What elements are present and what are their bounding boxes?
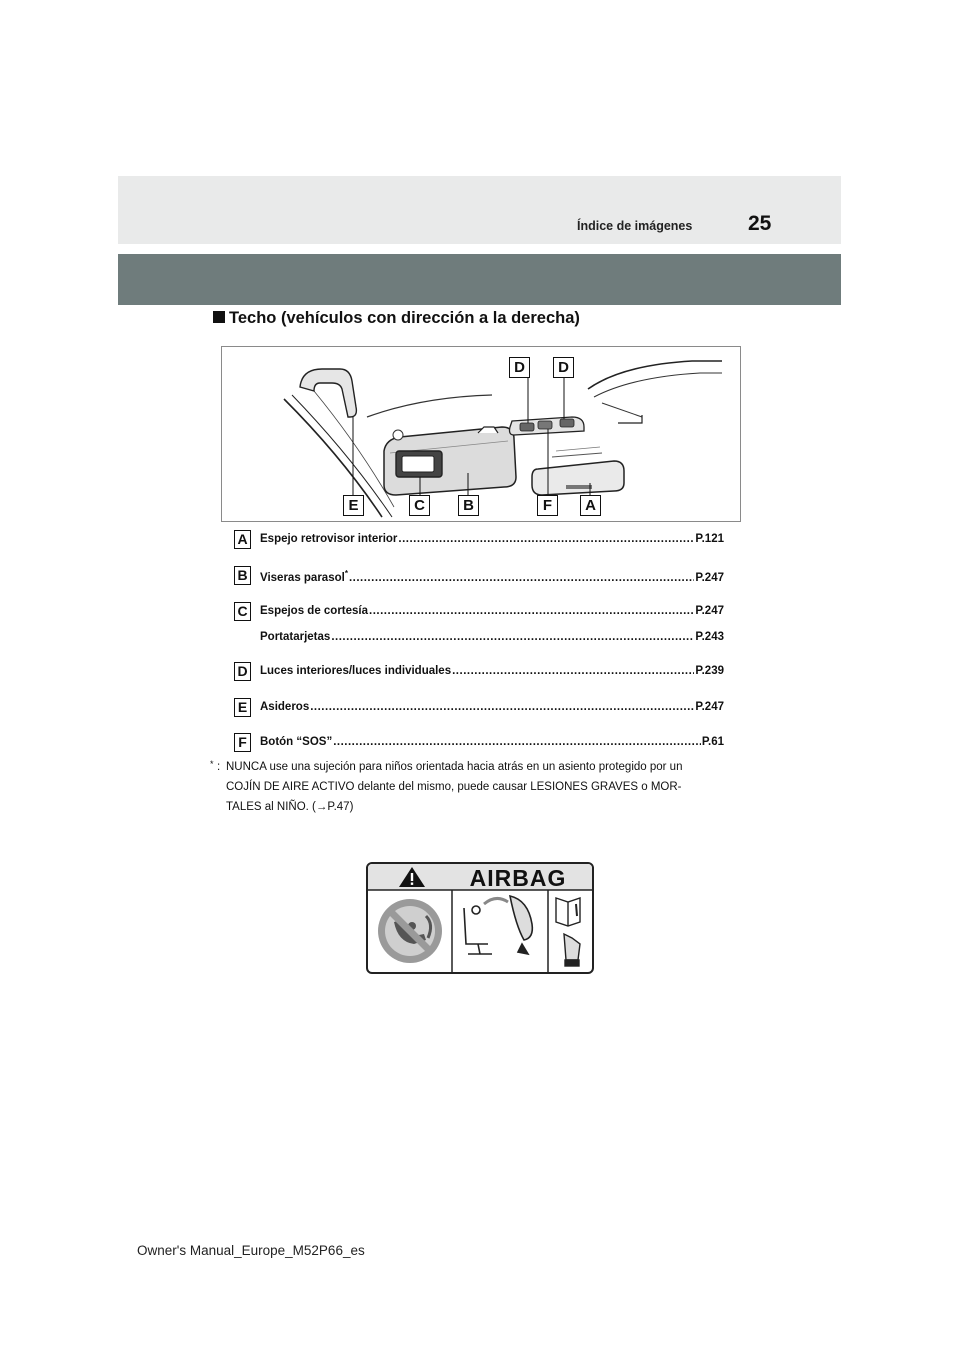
header-title: Índice de imágenes: [577, 219, 693, 233]
legend-item-a[interactable]: [234, 530, 724, 552]
legend-key: A: [234, 530, 251, 549]
legend-label: Botón “SOS”: [260, 736, 333, 748]
legend-item-f[interactable]: [234, 733, 724, 755]
legend-label: Asideros: [260, 701, 310, 713]
page-number: 25: [748, 212, 772, 235]
legend-label: Espejos de cortesía: [260, 605, 369, 617]
airbag-title: AIRBAG: [469, 865, 567, 891]
legend-label: Viseras parasol*: [260, 569, 348, 584]
legend-item-c[interactable]: [234, 602, 724, 624]
callout-d-1: D: [509, 357, 530, 378]
airbag-warning-label: [366, 862, 594, 974]
page-reference[interactable]: P.243: [695, 631, 724, 643]
read-manual-icon: [556, 898, 580, 966]
legend-key: B: [234, 566, 251, 585]
leader-dots: [349, 572, 694, 584]
leader-dots: [310, 701, 694, 713]
leader-dots: [398, 533, 694, 545]
airbag-deploy-seat-icon: [464, 896, 532, 954]
page-reference[interactable]: P.239: [695, 665, 724, 677]
page-reference[interactable]: P.61: [701, 736, 724, 748]
title-band: [118, 254, 841, 305]
callout-a: A: [580, 495, 601, 516]
leader-dots: [333, 736, 701, 748]
section-heading-text: Techo (vehículos con dirección a la derecha): [229, 309, 580, 327]
footnote-line-1: NUNCA use una sujeción para niños orientada hacia atrás en un asiento protegido por un: [226, 761, 683, 773]
callout-c: C: [409, 495, 430, 516]
no-rear-facing-child-seat-icon: [378, 899, 442, 963]
page-reference[interactable]: P.247: [695, 572, 724, 584]
legend-key: F: [234, 733, 251, 752]
footer-manual-id: Owner's Manual_Europe_M52P66_es: [137, 1243, 365, 1258]
leader-dots: [452, 665, 694, 677]
footnote-line-3: TALES al NIÑO. (→P.47): [226, 801, 354, 813]
legend-item-e[interactable]: [234, 698, 724, 720]
legend-label: Espejo retrovisor interior: [260, 533, 398, 545]
callout-b: B: [458, 495, 479, 516]
page-reference[interactable]: P.121: [695, 533, 724, 545]
legend-label: Portatarjetas: [260, 631, 331, 643]
legend-key: E: [234, 698, 251, 717]
footnote-line-2: COJÍN DE AIRE ACTIVO delante del mismo, puede causar LESIONES GRAVES o MOR-: [226, 781, 682, 793]
page-reference[interactable]: P.247: [695, 605, 724, 617]
footnote-colon: :: [217, 761, 221, 773]
ceiling-illustration: [221, 346, 741, 522]
callout-e: E: [343, 495, 364, 516]
leader-dots: [331, 631, 694, 643]
page-reference[interactable]: P.247: [695, 701, 724, 713]
heading-square-icon: [213, 311, 225, 323]
legend-label: Luces interiores/luces individuales: [260, 665, 452, 677]
leader-dots: [369, 605, 694, 617]
ceiling-drawing: [222, 347, 740, 521]
legend-key: C: [234, 602, 251, 621]
callout-d-2: D: [553, 357, 574, 378]
footnote-star: *: [210, 759, 214, 769]
callout-f: F: [537, 495, 558, 516]
footnote: [210, 757, 740, 817]
legend-item-portatarjetas[interactable]: [234, 628, 724, 650]
legend-item-b[interactable]: [234, 566, 724, 588]
section-heading: [213, 309, 580, 328]
legend-item-d[interactable]: [234, 662, 724, 684]
legend-key: D: [234, 662, 251, 681]
footnote-marker: *: [344, 569, 348, 578]
airbag-label-art: [368, 864, 592, 972]
header-band: [118, 176, 841, 244]
